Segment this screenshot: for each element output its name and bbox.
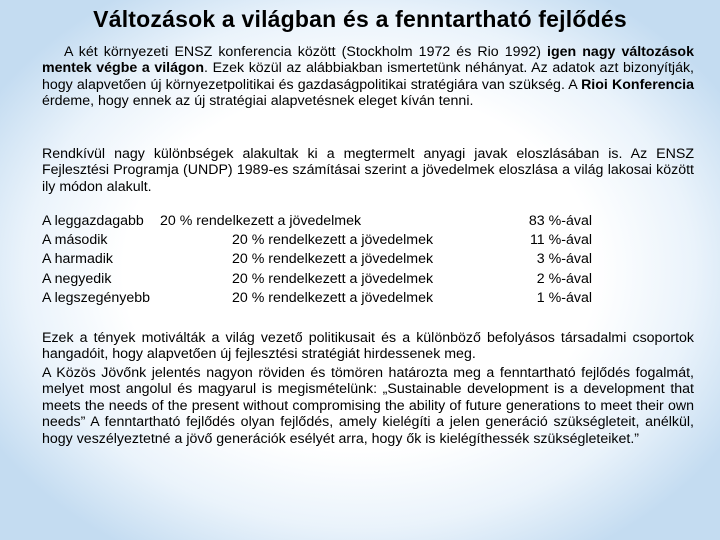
row-value: 11 %-ával <box>529 232 592 249</box>
definition-paragraph: A Közös Jövőnk jelentés nagyon röviden és tömören határozta meg a fenntartható fejlődés fogalmát, melyet most angolul és magyarul is megismételünk: „Sustainable development is a development that meets the needs of the present without compromising the ability of future generations to meet their own needs” A fenntartható fejlődés olyan fejlődés, amely kielégíti a jelen generáció szükségleteit, anélkül, hogy veszélyeztetné a jövő generációk esélyét arra, hogy ők is kielégíthessék szükségleteiket.” <box>42 365 694 447</box>
row-label: A negyedik <box>42 270 112 287</box>
row-value: 1 %-ával <box>536 289 592 306</box>
table-row <box>42 290 602 309</box>
row-share: 20 % rendelkezett a jövedelmek <box>160 213 362 229</box>
row-share: 20 % rendelkezett a jövedelmek <box>232 270 434 287</box>
table-row <box>42 213 602 232</box>
row-share: 20 % rendelkezett a jövedelmek <box>232 289 434 306</box>
row-label: A leggazdagabb <box>42 213 144 229</box>
income-distribution-table <box>42 213 602 309</box>
table-row <box>42 232 602 251</box>
income-intro-paragraph: Rendkívül nagy különbségek alakultak ki a megtermelt anyagi javak eloszlásában is. Az ENSZ Fejlesztési Programja (UNDP) 1989-es számításai szerint a jövedelmek eloszlása a világ lakosai között ily módon alakult. <box>42 146 694 195</box>
intro-emphasis-rio: Rioi Konferencia <box>581 76 694 93</box>
row-value: 3 %-ával <box>536 251 592 268</box>
intro-text-c: . Ezek közül az alábbiakban ismertetünk néhányat. Az adatok azt bizonyítják, hogy alapvetően új környezetpolitikai és gazdaságpolitikai stratégiára van szükség. A <box>42 60 694 93</box>
row-label: A harmadik <box>42 251 113 268</box>
table-row <box>42 271 602 290</box>
intro-text-e: érdeme, hogy ennek az új stratégiai alapvetésnek eleget kíván tenni. <box>42 93 474 110</box>
intro-paragraph <box>42 44 694 110</box>
motivation-paragraph: Ezek a tények motiválták a világ vezető politikusait és a különböző befolyásos társadalmi csoportok hangadóit, hogy alapvetően új fejlesztési stratégiát hirdessenek meg. <box>42 330 694 363</box>
row-label: A legszegényebb <box>42 289 151 306</box>
intro-emphasis-changes: igen nagy változások mentek végbe a világon <box>42 44 694 77</box>
row-share: 20 % rendelkezett a jövedelmek <box>232 232 434 249</box>
table-row <box>42 251 602 270</box>
page-title: Változások a világban és a fenntartható fejlődés <box>93 6 627 32</box>
row-value: 83 %-ával <box>528 213 592 229</box>
row-share: 20 % rendelkezett a jövedelmek <box>232 251 434 268</box>
intro-text-a: A két környezeti ENSZ konferencia között (Stockholm 1972 és Rio 1992) <box>64 44 548 60</box>
row-value: 2 %-ával <box>536 270 592 287</box>
row-label: A második <box>42 232 108 249</box>
